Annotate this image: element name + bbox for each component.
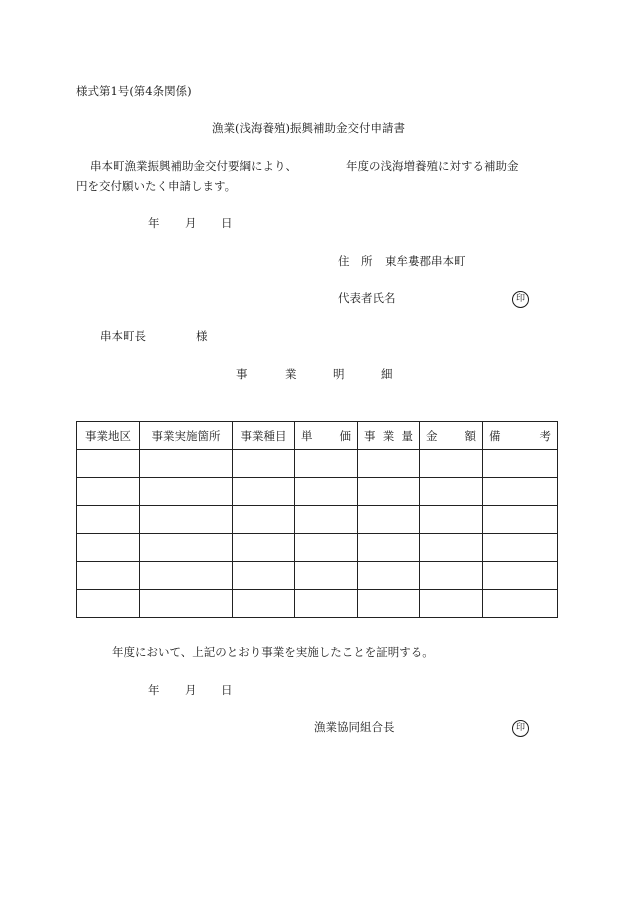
- table-row: [77, 590, 558, 618]
- month-label: 月: [185, 683, 197, 697]
- table-row: [77, 506, 558, 534]
- header-remarks: [483, 422, 558, 450]
- table-row: [77, 562, 558, 590]
- table-cell[interactable]: [140, 450, 233, 478]
- header-project-volume: [358, 422, 420, 450]
- table-cell[interactable]: [77, 590, 140, 618]
- table-cell[interactable]: [358, 562, 420, 590]
- month-label: 月: [185, 216, 197, 230]
- table-cell[interactable]: [295, 590, 358, 618]
- header-project-location: 事業実施箇所: [140, 422, 233, 450]
- table-cell[interactable]: [358, 534, 420, 562]
- header-char: 金: [426, 428, 438, 443]
- form-number: 様式第1号(第4条関係): [76, 84, 192, 98]
- header-char: 単: [301, 428, 313, 443]
- table-cell[interactable]: [420, 450, 483, 478]
- table-cell[interactable]: [295, 478, 358, 506]
- table-cell[interactable]: [140, 506, 233, 534]
- body-text-line1-part1: 串本町漁業振興補助金交付要綱により、: [90, 159, 297, 173]
- header-unit-price: [295, 422, 358, 450]
- section-title-char: 明: [333, 367, 345, 381]
- addressee-name: 串本町長: [100, 329, 146, 343]
- representative-label: 代表者氏名: [338, 291, 396, 305]
- table-cell[interactable]: [358, 590, 420, 618]
- table-cell[interactable]: [140, 534, 233, 562]
- cooperative-seal: [512, 720, 529, 737]
- table-cell[interactable]: [358, 478, 420, 506]
- table-cell[interactable]: [295, 506, 358, 534]
- body-text-line2: 円を交付願いたく申請します。: [76, 179, 237, 193]
- section-title-char: 細: [381, 367, 393, 381]
- table-cell[interactable]: [420, 590, 483, 618]
- table-cell[interactable]: [295, 450, 358, 478]
- header-char: 量: [401, 428, 413, 443]
- table-header-row: [77, 422, 558, 450]
- header-char: 額: [464, 428, 476, 443]
- header-char: 考: [539, 428, 551, 443]
- certification-statement: 年度において、上記のとおり事業を実施したことを証明する。: [112, 645, 434, 659]
- table-cell[interactable]: [483, 450, 558, 478]
- table-row: [77, 534, 558, 562]
- table-cell[interactable]: [233, 450, 295, 478]
- table-cell[interactable]: [483, 590, 558, 618]
- table-cell[interactable]: [295, 562, 358, 590]
- seal-mark: 印: [512, 720, 529, 737]
- day-label: 日: [221, 216, 233, 230]
- table-cell[interactable]: [358, 450, 420, 478]
- table-cell[interactable]: [233, 478, 295, 506]
- table-cell[interactable]: [420, 478, 483, 506]
- table-row: [77, 450, 558, 478]
- header-char: 備: [489, 428, 501, 443]
- header-char: 事: [364, 428, 376, 443]
- table-cell[interactable]: [483, 506, 558, 534]
- table-cell[interactable]: [483, 534, 558, 562]
- table-cell[interactable]: [140, 590, 233, 618]
- section-title-char: 事: [236, 367, 248, 381]
- section-title-char: 業: [285, 367, 297, 381]
- table-cell[interactable]: [77, 562, 140, 590]
- header-project-area: 事業地区: [77, 422, 140, 450]
- table-cell[interactable]: [420, 534, 483, 562]
- table-cell[interactable]: [233, 590, 295, 618]
- table-cell[interactable]: [77, 478, 140, 506]
- year-label: 年: [148, 683, 160, 697]
- address-label: 住 所: [338, 254, 373, 268]
- table-cell[interactable]: [420, 506, 483, 534]
- document-title: 漁業(浅海養殖)振興補助金交付申請書: [212, 121, 405, 135]
- table-cell[interactable]: [483, 478, 558, 506]
- seal-mark: 印: [512, 291, 529, 308]
- table-cell[interactable]: [77, 506, 140, 534]
- table-cell[interactable]: [295, 534, 358, 562]
- table-cell[interactable]: [140, 478, 233, 506]
- header-amount: [420, 422, 483, 450]
- year-label: 年: [148, 216, 160, 230]
- table-cell[interactable]: [233, 562, 295, 590]
- table-cell[interactable]: [483, 562, 558, 590]
- table-cell[interactable]: [233, 534, 295, 562]
- body-text-line1-part2: 年度の浅海増養殖に対する補助金: [346, 159, 519, 173]
- table-cell[interactable]: [420, 562, 483, 590]
- table-cell[interactable]: [77, 534, 140, 562]
- representative-seal: [512, 291, 529, 308]
- cooperative-head-label: 漁業協同組合長: [314, 720, 395, 734]
- header-project-type: 事業種目: [233, 422, 295, 450]
- address-value: 東牟婁郡串本町: [385, 254, 466, 268]
- header-char: 業: [382, 428, 395, 443]
- header-char: 価: [339, 428, 351, 443]
- project-detail-table: [76, 421, 558, 618]
- table-cell[interactable]: [140, 562, 233, 590]
- table-row: [77, 478, 558, 506]
- table-cell[interactable]: [77, 450, 140, 478]
- table-cell[interactable]: [233, 506, 295, 534]
- day-label: 日: [221, 683, 233, 697]
- addressee-honorific: 様: [196, 329, 208, 343]
- table-cell[interactable]: [358, 506, 420, 534]
